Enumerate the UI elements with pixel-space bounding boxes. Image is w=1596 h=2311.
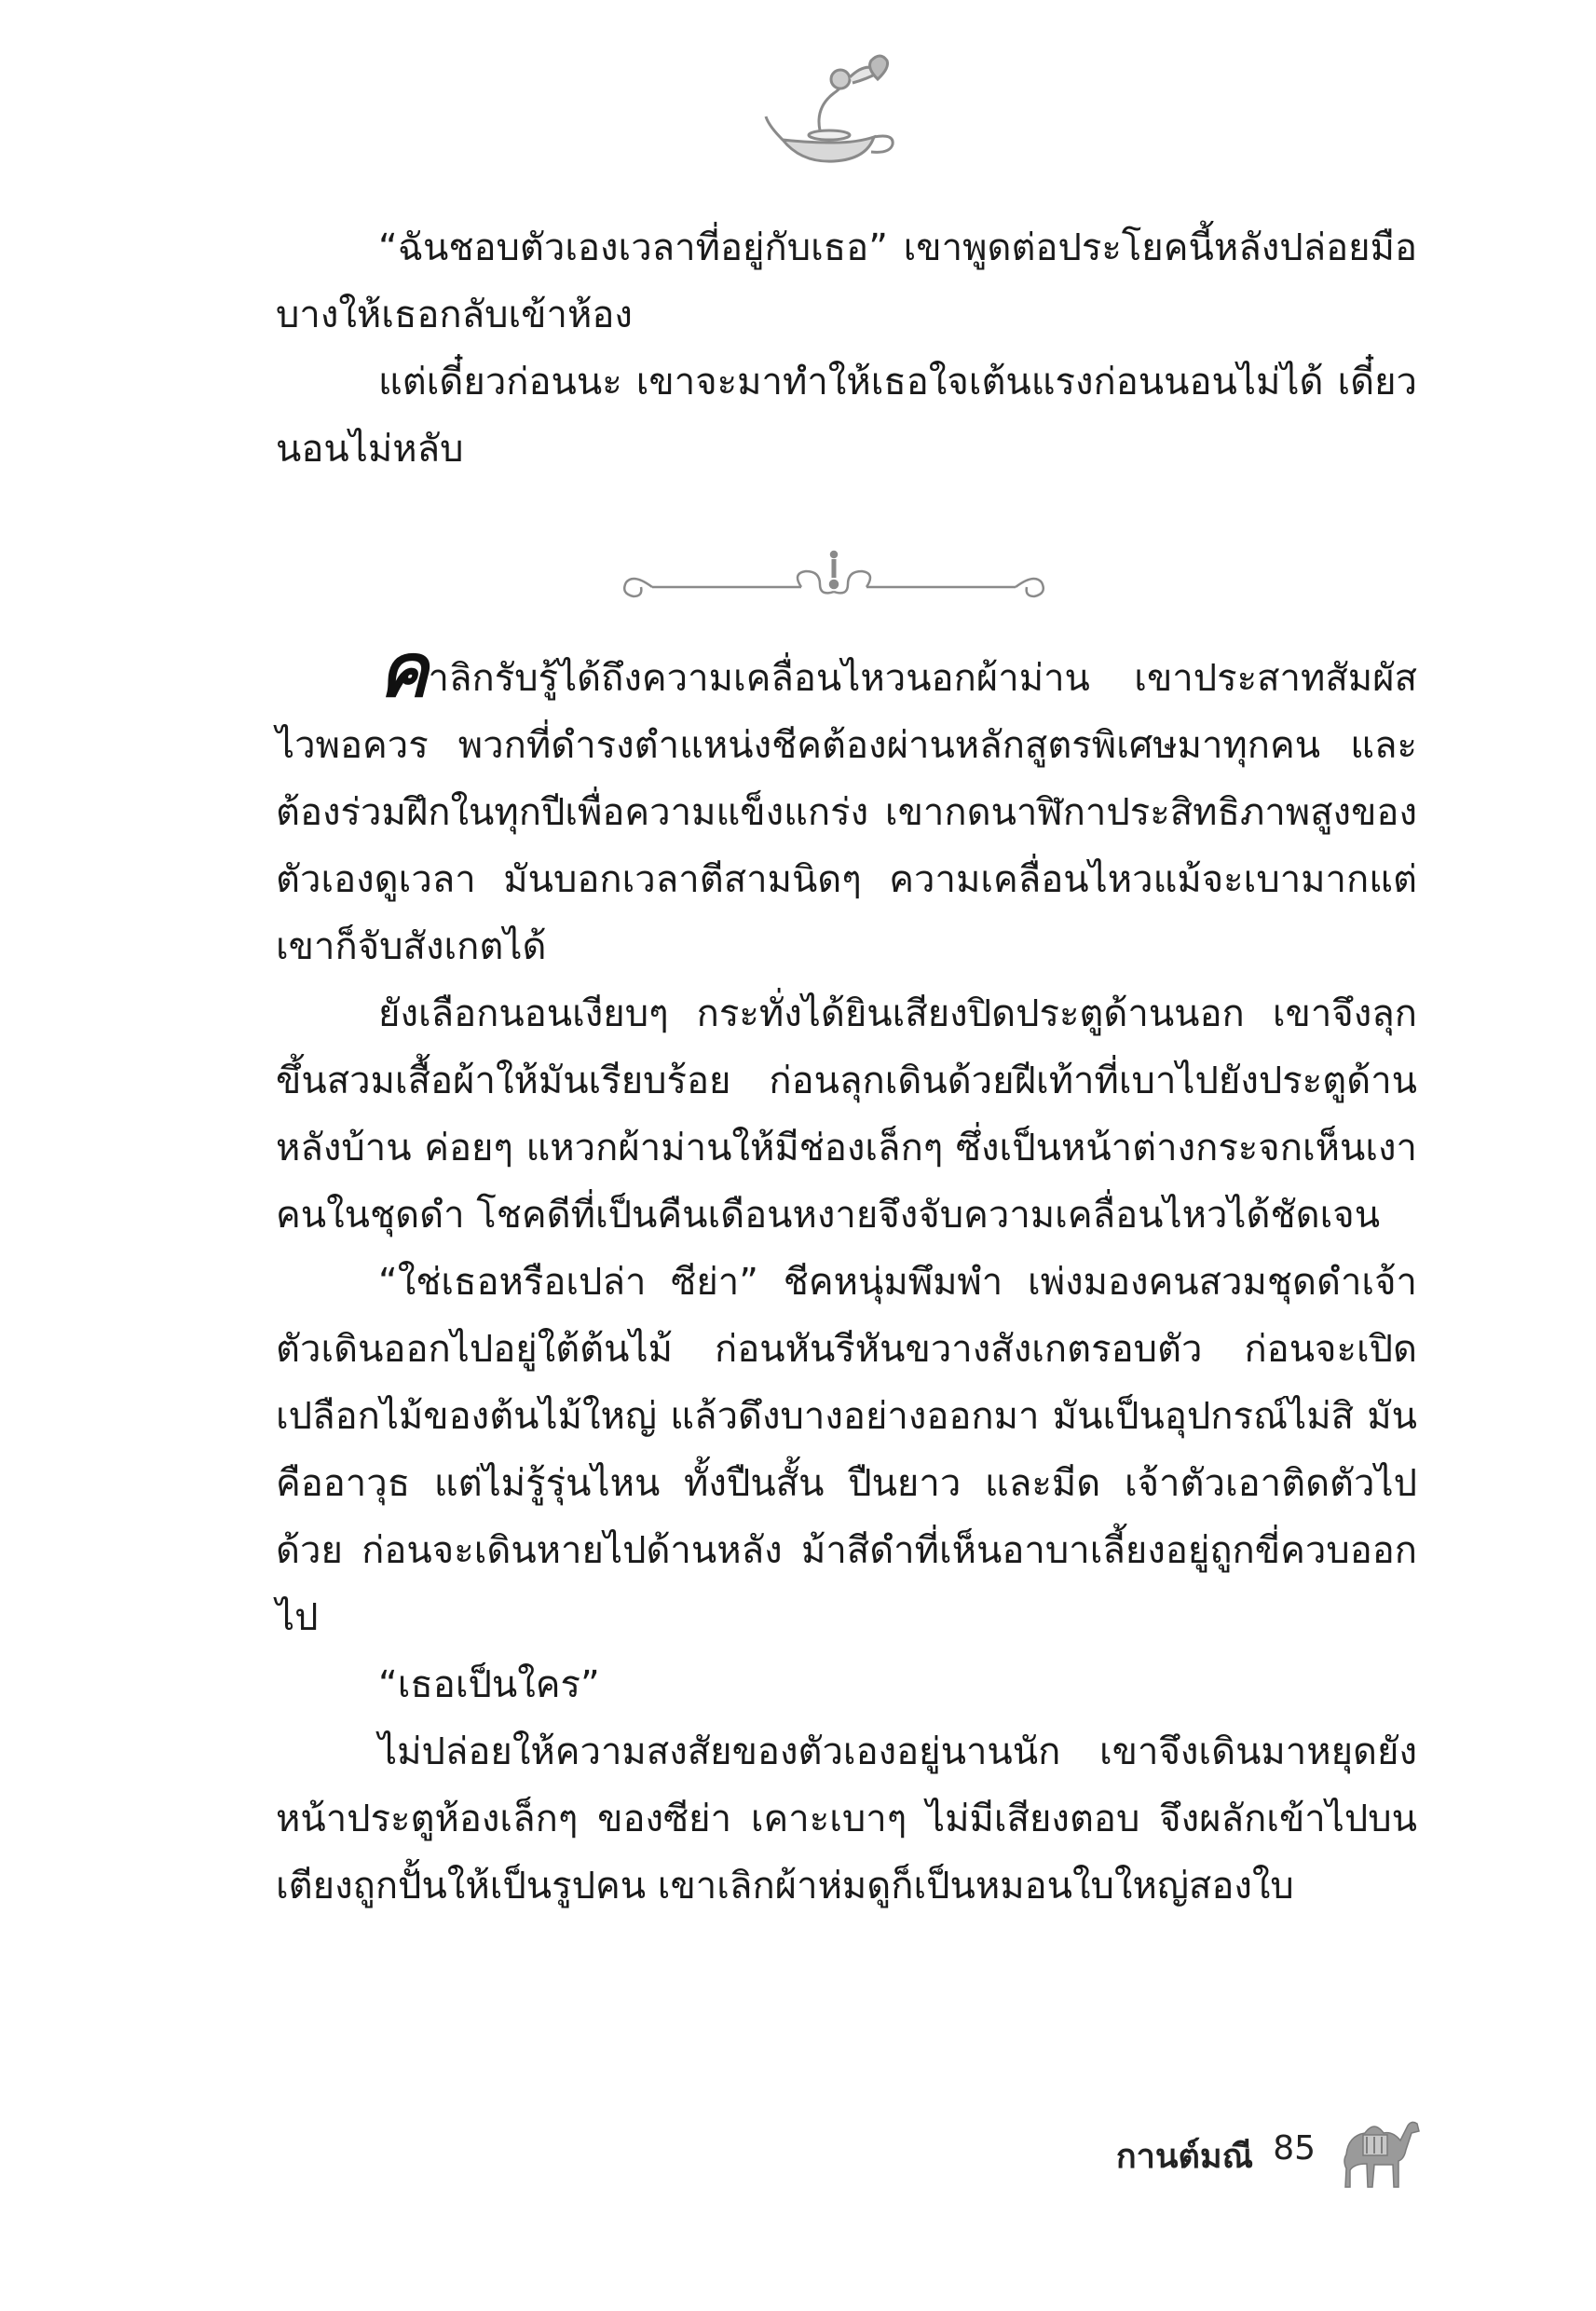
paragraph-6: “เธอเป็นใคร” [378,1663,600,1706]
page-number: 85 [1273,2129,1316,2167]
paragraph-1: “ฉันชอบตัวเองเวลาที่อยู่กับเธอ” เขาพูดต่อประโยคนี้หลังปล่อยมือบางให้เธอกลับเข้าห้อง [276,226,1417,336]
paragraph-3-text: าลิกรับรู้ได้ถึงความเคลื่อนไหวนอกผ้าม่าน เขาประสาทสัมผัสไวพอควร พวกที่ดำรงตำแหน่งชีคต้องผ่านหลักสูตรพิเศษมาทุกคน และต้องร่วมฝึกในทุกปีเพื่อความแข็งแกร่ง เขากดนาฬิกาประสิทธิภาพสูงของตัวเองดูเวลา มันบอกเวลาตีสามนิดๆ ความเคลื่อนไหวแม้จะเบามากแต่เขาก็จับสังเกตได้ [276,657,1417,968]
paragraph-5: “ใช่เธอหรือเปล่า ซีย่า” ชีคหนุ่มพึมพำ เพ่งมองคนสวมชุดดำเจ้าตัวเดินออกไปอยู่ใต้ต้นไม้ ก่อนหันรีหันขวางสังเกตรอบตัว ก่อนจะเปิดเปลือกไม้ของต้นไม้ใหญ่ แล้วดึงบางอย่างออกมา มันเป็นอุปกรณ์ไม่สิ มันคืออาวุธ แต่ไม่รู้รุ่นไหน ทั้งปืนสั้น ปืนยาว และมีด เจ้าตัวเอาติดตัวไปด้วย ก่อนจะเดินหายไปด้านหลัง ม้าสีดำที่เห็นอาบาเลี้ยงอยู่ถูกขี่ควบออกไป [276,1261,1417,1639]
camel-icon [1337,2113,1425,2192]
flourish-divider-icon [615,545,1053,620]
paragraph-2: แต่เดี๋ยวก่อนนะ เขาจะมาทำให้เธอใจเต้นแรงก่อนนอนไม่ได้ เดี๋ยวนอนไม่หลับ [276,361,1417,471]
paragraph-7: ไม่ปล่อยให้ความสงสัยของตัวเองอยู่นานนัก เขาจึงเดินมาหยุดยังหน้าประตูห้องเล็กๆ ของซีย่า เคาะเบาๆ ไม่มีเสียงตอบ จึงผลักเข้าไปบนเตียงถูกปั้นให้เป็นรูปคน เขาเลิกผ้าห่มดูก็เป็นหมอนใบใหญ่สองใบ [276,1730,1417,1908]
page-footer [1025,2111,1425,2204]
book-title: กานต์มณี [1115,2138,1253,2176]
ornament-teapot-cupid-icon [764,51,904,172]
top-text-block [276,214,1417,483]
dropcap: ค [378,627,429,714]
main-text-block [276,627,1417,1920]
paragraph-4: ยังเลือกนอนเงียบๆ กระทั่งได้ยินเสียงปิดประตูด้านนอก เขาจึงลุกขึ้นสวมเสื้อผ้าให้มันเรียบร้อย ก่อนลุกเดินด้วยฝีเท้าที่เบาไปยังประตูด้านหลังบ้าน ค่อยๆ แหวกผ้าม่านให้มีช่องเล็กๆ ซึ่งเป็นหน้าต่างกระจกเห็นเงาคนในชุดดำ โชคดีที่เป็นคืนเดือนหงายจึงจับความเคลื่อนไหวได้ชัดเจน [276,992,1417,1237]
paragraph-3 [276,627,1417,980]
